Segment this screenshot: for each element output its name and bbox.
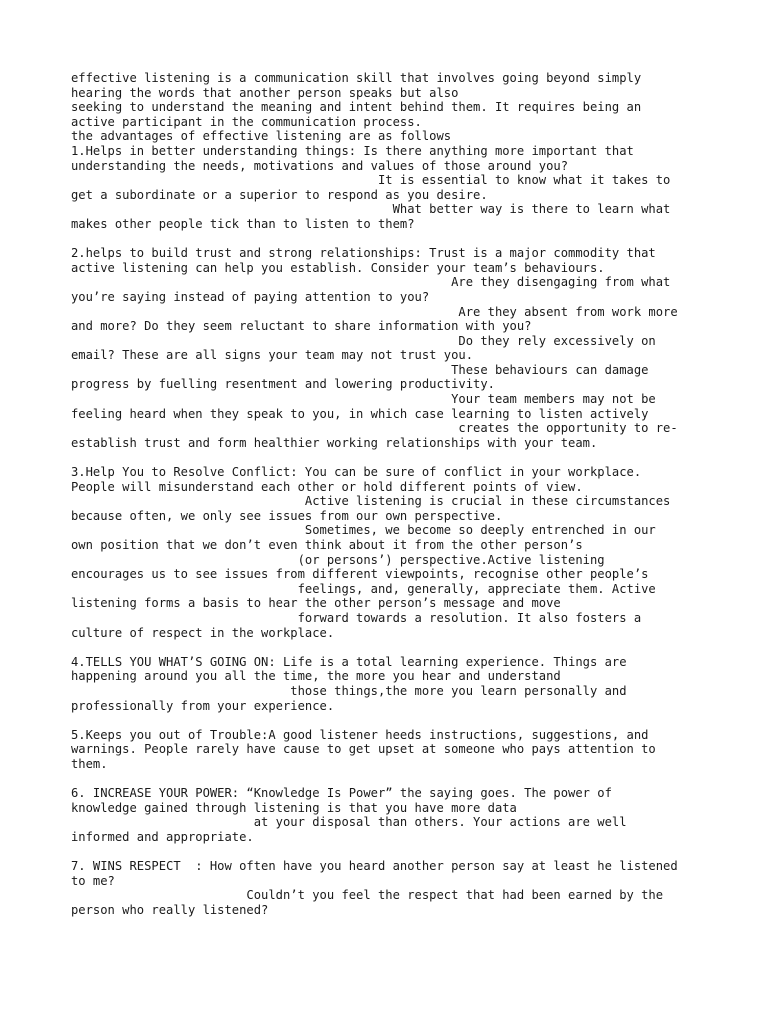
text-line: active participant in the communication process.: [71, 114, 422, 129]
text-line: makes other people tick than to listen to them?: [71, 216, 415, 231]
text-line: Couldn’t you feel the respect that had been earned by the: [71, 888, 664, 903]
text-line: Active listening is crucial in these circumstances: [71, 494, 671, 509]
point-7-paragraph: [71, 859, 768, 917]
intro-paragraph: [71, 71, 768, 144]
text-line: Are they disengaging from what: [71, 275, 671, 290]
text-line: professionally from your experience.: [71, 698, 335, 713]
text-line: Are they absent from work more: [71, 304, 678, 319]
paragraph-gap: [71, 232, 768, 247]
text-line: 4.TELLS YOU WHAT’S GOING ON: Life is a total learning experience. Things are: [71, 654, 627, 669]
text-line: effective listening is a communication skill that involves going beyond simply: [71, 71, 642, 85]
text-line: listening forms a basis to hear the other person’s message and move: [71, 596, 561, 611]
text-line: and more? Do they seem reluctant to share information with you?: [71, 319, 532, 334]
text-line: the advantages of effective listening are as follows: [71, 129, 452, 144]
text-line: person who really listened?: [71, 902, 269, 917]
text-line: (or persons’) perspective.Active listening: [71, 552, 605, 567]
text-line: email? These are all signs your team may not trust you.: [71, 348, 474, 363]
text-line: Your team members may not be: [71, 392, 656, 407]
paragraph-gap: [71, 713, 768, 728]
text-line: those things,the more you learn personally and: [71, 683, 627, 698]
point-4-paragraph: [71, 655, 768, 713]
paragraph-gap: [71, 640, 768, 655]
text-line: progress by fuelling resentment and lowering productivity.: [71, 377, 495, 392]
text-line: Do they rely excessively on: [71, 333, 656, 348]
text-line: informed and appropriate.: [71, 829, 254, 844]
text-line: 5.Keeps you out of Trouble:A good listener heeds instructions, suggestions, and: [71, 727, 649, 742]
text-line: establish trust and form healthier working relationships with your team.: [71, 435, 598, 450]
point-5-paragraph: [71, 728, 768, 772]
text-line: get a subordinate or a superior to respond as you desire.: [71, 187, 488, 202]
paragraph-gap: [71, 772, 768, 787]
text-line: 2.helps to build trust and strong relationships: Trust is a major commodity that: [71, 246, 656, 261]
point-1-paragraph: [71, 144, 768, 232]
text-line: 6. INCREASE YOUR POWER: “Knowledge Is Power” the saying goes. The power of: [71, 786, 612, 801]
text-line: seeking to understand the meaning and intent behind them. It requires being an: [71, 100, 642, 115]
text-line: 7. WINS RESPECT : How often have you heard another person say at least he listened: [71, 859, 678, 874]
text-line: These behaviours can damage: [71, 362, 649, 377]
text-line: hearing the words that another person speaks but also: [71, 85, 459, 100]
text-line: People will misunderstand each other or hold different points of view.: [71, 479, 583, 494]
text-line: to me?: [71, 873, 115, 888]
text-line: at your disposal than others. Your actions are well: [71, 815, 627, 830]
text-line: happening around you all the time, the more you hear and understand: [71, 669, 561, 684]
point-2-paragraph: [71, 246, 768, 450]
text-line: culture of respect in the workplace.: [71, 625, 335, 640]
text-line: own position that we don’t even think about it from the other person’s: [71, 538, 583, 552]
text-line: you’re saying instead of paying attention to you?: [71, 289, 430, 304]
text-line: active listening can help you establish. Consider your team’s behaviours.: [71, 260, 605, 275]
point-6-paragraph: [71, 786, 768, 844]
text-line: 3.Help You to Resolve Conflict: You can be sure of conflict in your workplace.: [71, 465, 642, 480]
text-line: knowledge gained through listening is that you have more data: [71, 800, 517, 815]
text-line: understanding the needs, motivations and values of those around you?: [71, 158, 569, 173]
text-line: feelings, and, generally, appreciate them. Active: [71, 581, 656, 596]
text-line: What better way is there to learn what: [71, 202, 671, 217]
text-line: encourages us to see issues from different viewpoints, recognise other people’s: [71, 567, 649, 582]
paragraph-gap: [71, 450, 768, 465]
text-line: feeling heard when they speak to you, in which case learning to listen actively: [71, 406, 649, 421]
paragraph-gap: [71, 844, 768, 859]
text-line: creates the opportunity to re-: [71, 421, 678, 436]
text-line: forward towards a resolution. It also fosters a: [71, 610, 642, 625]
text-line: Sometimes, we become so deeply entrenched in our: [71, 523, 656, 538]
text-line: 1.Helps in better understanding things: Is there anything more important that: [71, 143, 634, 158]
text-line: because often, we only see issues from our own perspective.: [71, 508, 503, 523]
text-line: warnings. People rarely have cause to get upset at someone who pays attention to: [71, 742, 656, 757]
point-3-paragraph: [71, 465, 768, 640]
text-line: It is essential to know what it takes to: [71, 173, 671, 188]
text-line: them.: [71, 756, 108, 771]
